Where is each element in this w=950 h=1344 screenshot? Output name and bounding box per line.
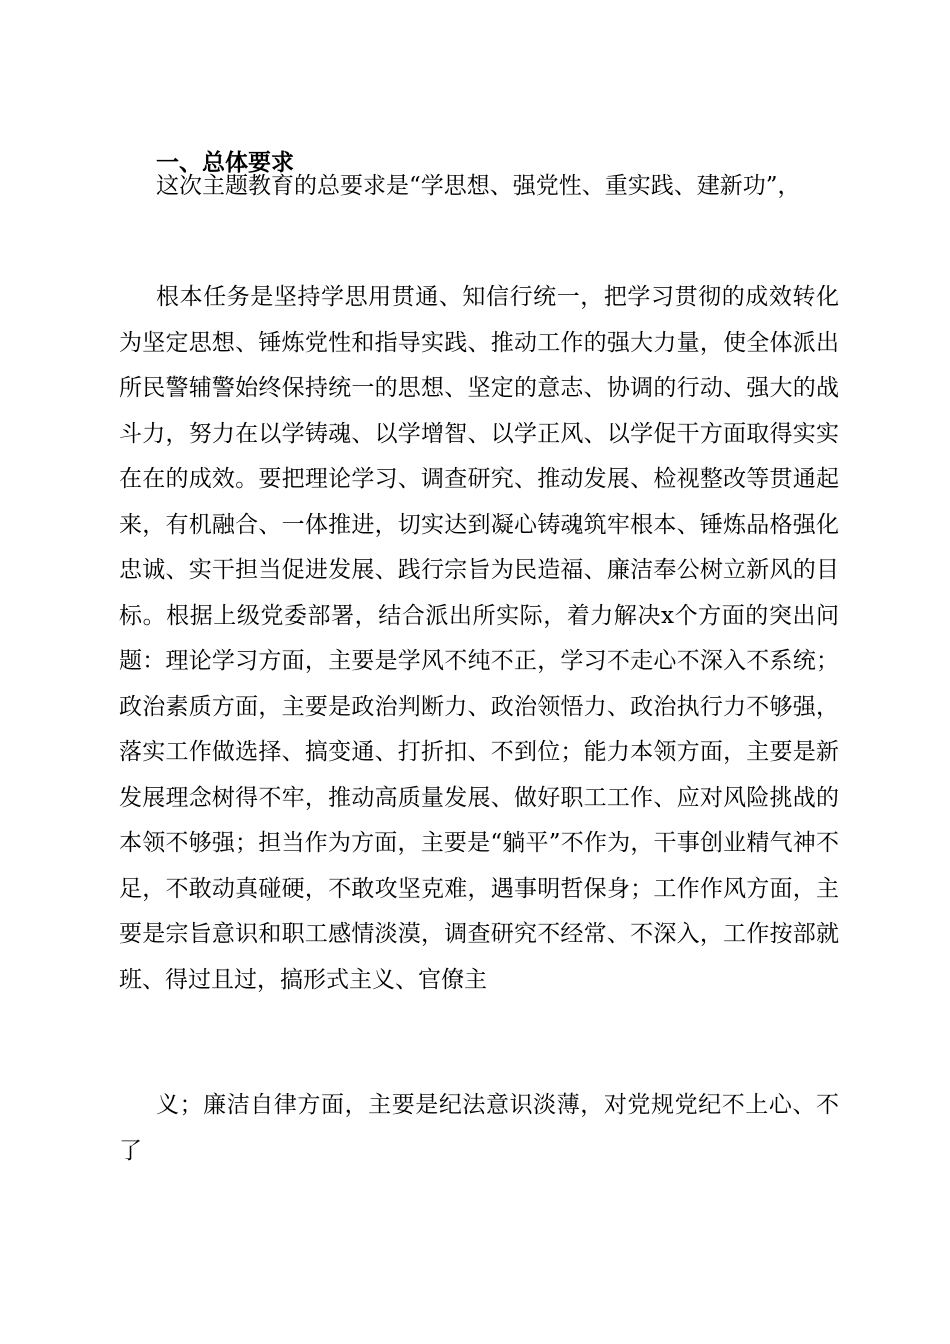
section-heading: 一、总体要求 — [156, 150, 294, 176]
paragraph-integrity: 义；廉洁自律方面，主要是纪法意识淡薄，对党规党纪不上心、不了 — [119, 1092, 839, 1164]
paragraph-general-requirement: 这次主题教育的总要求是“学思想、强党性、重实践、建新功”， — [156, 173, 801, 199]
paragraph-fundamental-task: 根本任务是坚持学思用贯通、知信行统一，把学习贯彻的成效转化为坚定思想、锤炼党性和指导实践、推动工作的强大力量，使全体派出所民警辅警始终保持统一的思想、坚定的意志、协调的行动、强大的战斗力，努力在以学铸魂、以学增智、以学正风、以学促干方面取得实实在在的成效。要把理论学习、调查研究、推动发展、检视整改等贯通起来，有机融合、一体推进，切实达到凝心铸魂筑牢根本、锤炼品格强化忠诚、实干担当促进发展、践行宗旨为民造福、廉洁奉公树立新风的目标。根据上级党委部署，结合派出所实际，着力解决x个方面的突出问题：理论学习方面，主要是学风不纯不正，学习不走心不深入不系统；政治素质方面，主要是政治判断力、政治领悟力、政治执行力不够强，落实工作做选择、搞变通、打折扣、不到位；能力本领方面，主要是新发展理念树得不牢，推动高质量发展、做好职工工作、应对风险挑战的本领不够强；担当作为方面，主要是“躺平”不作为，干事创业精气神不足，不敢动真碰硬，不敢攻坚克难，遇事明哲保身；工作作风方面，主要是宗旨意识和职工感情淡漠，调查研究不经常、不深入，工作按部就班、得过且过，搞形式主义、官僚主 — [119, 284, 839, 993]
